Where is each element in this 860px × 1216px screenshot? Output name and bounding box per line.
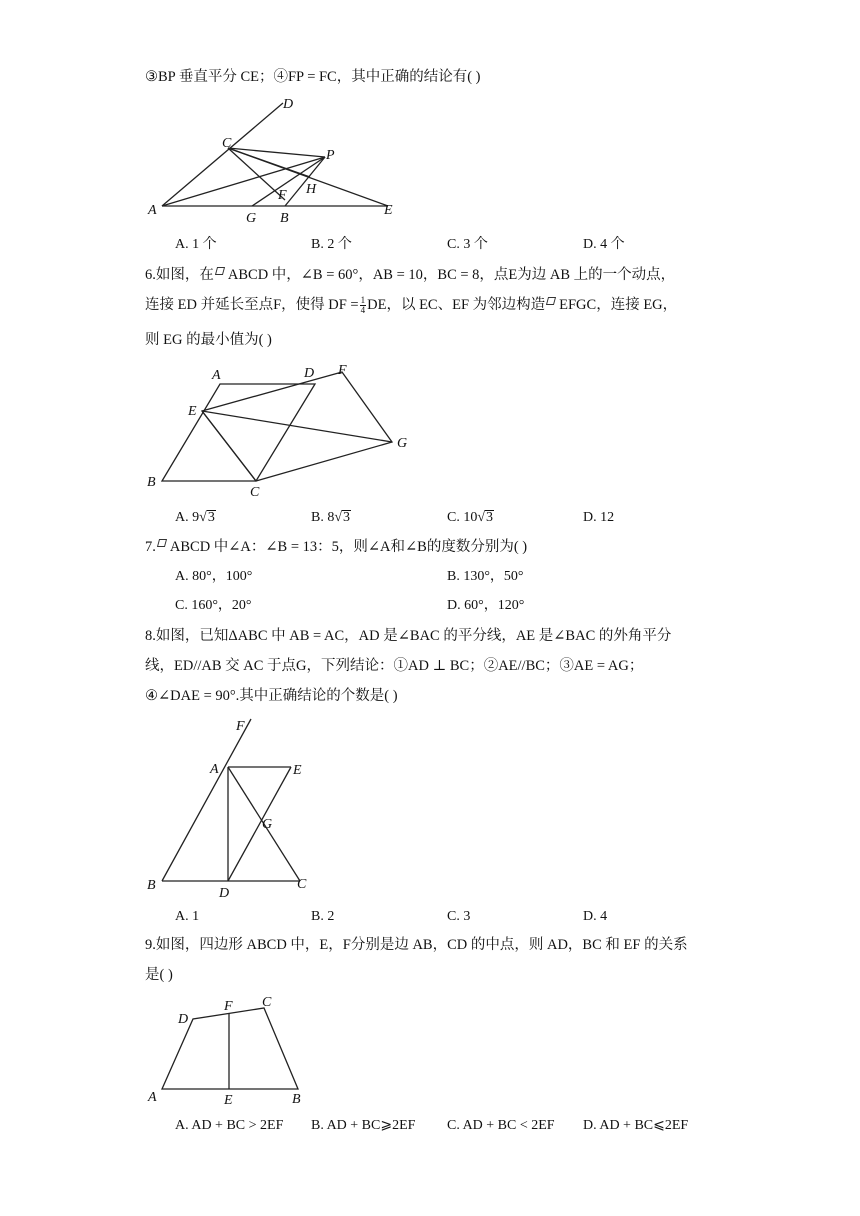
q6-option-a: A. 9√3	[175, 510, 215, 525]
q9-label-b: B	[292, 1092, 301, 1107]
q5-label-e: E	[384, 203, 393, 218]
q5-label-a: A	[148, 203, 157, 218]
q8-option-d: D. 4	[583, 909, 608, 924]
q6-line-3: 则 EG 的最小值为( )	[145, 332, 272, 348]
q6-line-1: 6.如图，在 ABCD 中，∠B = 60°，AB = 10，BC = 8，点E为边 AB 上的一个动点，	[145, 267, 676, 283]
q5-line-ad	[162, 103, 283, 206]
q6-option-c: C. 10√3	[447, 510, 494, 525]
q8-label-g: G	[262, 817, 273, 832]
q5-line-cf	[228, 148, 285, 200]
parallelogram-icon	[215, 267, 225, 275]
q9-option-c: C. AD + BC < 2EF	[447, 1118, 555, 1133]
q5-label-g: G	[246, 211, 257, 226]
q6-figure	[140, 360, 430, 500]
q6-label-f: F	[338, 363, 347, 378]
q6-line-ec	[202, 411, 256, 481]
q6-label-c: C	[250, 485, 260, 500]
parallelogram-icon	[157, 539, 167, 547]
q8-label-c: C	[297, 877, 307, 892]
q7-option-d: D. 60°，120°	[447, 598, 525, 613]
q9-label-c: C	[262, 995, 272, 1010]
parallelogram-icon	[546, 297, 556, 305]
q5-figure	[140, 95, 410, 225]
q9-label-f: F	[224, 999, 233, 1014]
q9-option-a: A. AD + BC > 2EF	[175, 1118, 284, 1133]
q6-label-b: B	[147, 475, 156, 490]
q8-label-b: B	[147, 878, 156, 893]
q9-line-1: 9.如图，四边形 ABCD 中，E，F分别是边 AB，CD 的中点，则 AD，BC 和 EF 的关系	[145, 937, 688, 953]
q8-option-c: C. 3	[447, 909, 471, 924]
q9-line-2: 是( )	[145, 967, 173, 983]
q6-option-b: B. 8√3	[311, 510, 351, 525]
q6-label-e: E	[188, 404, 197, 419]
q5-label-b: B	[280, 211, 289, 226]
q7-option-a: A. 80°，100°	[175, 569, 253, 584]
q9-label-a: A	[148, 1090, 157, 1105]
q8-option-b: B. 2	[311, 909, 335, 924]
q6-parallelogram-abcd	[162, 384, 315, 481]
q6-line-eg	[202, 411, 392, 442]
q5-option-d: D. 4 个	[583, 237, 625, 252]
q8-line-1: 8.如图，已知ΔABC 中 AB = AC，AD 是∠BAC 的平分线，AE 是∠BAC 的外角平分	[145, 628, 672, 644]
q6-option-d: D. 12	[583, 510, 615, 525]
q5-label-d: D	[283, 97, 294, 112]
q9-figure	[140, 993, 320, 1108]
q5-label-p: P	[326, 148, 335, 163]
q5-option-b: B. 2 个	[311, 237, 352, 252]
q5-option-a: A. 1 个	[175, 237, 217, 252]
q5-label-f: F	[278, 188, 287, 203]
q5-option-c: C. 3 个	[447, 237, 488, 252]
q5-line-ap	[162, 157, 325, 206]
q9-label-e: E	[224, 1093, 233, 1108]
q7-option-b: B. 130°，50°	[447, 569, 524, 584]
q8-label-e: E	[293, 763, 302, 778]
q8-label-d: D	[219, 886, 230, 901]
q6-label-d: D	[304, 366, 315, 381]
q6-line-2: 连接 ED 并延长至点F，使得 DF = $\frac{1}{4}$ DE，以 EC、EF 为邻边构造 EFGC，连接 EG，	[145, 295, 678, 316]
q7-line-1: 7. ABCD 中∠A：∠B = 13：5，则∠A和∠B的度数分别为( )	[145, 539, 528, 555]
q5-text: ③BP 垂直平分 CE；④FP = FC，其中正确的结论有( )	[145, 69, 481, 85]
q6-label-g: G	[397, 436, 408, 451]
q9-label-d: D	[178, 1012, 189, 1027]
q5-label-h: H	[306, 182, 317, 197]
q7-option-c: C. 160°，20°	[175, 598, 252, 613]
q8-figure	[140, 712, 330, 902]
q9-option-b: B. AD + BC⩾2EF	[311, 1118, 416, 1133]
fraction: $\frac{1}{4}$	[360, 295, 366, 316]
q8-line-bf	[162, 719, 251, 881]
q5-label-c: C	[222, 136, 232, 151]
q8-label-a: A	[210, 762, 219, 777]
q8-label-f: F	[236, 719, 245, 734]
q8-line-ed	[228, 767, 291, 881]
q8-line-3: ④∠DAE = 90°.其中正确结论的个数是( )	[145, 688, 398, 704]
q8-line-2: 线，ED//AB 交 AC 于点G，下列结论：①AD ⊥ BC；②AE//BC；③AE = AG；	[145, 658, 644, 674]
q8-option-a: A. 1	[175, 909, 200, 924]
q9-option-d: D. AD + BC⩽2EF	[583, 1118, 689, 1133]
q6-label-a: A	[212, 368, 221, 383]
